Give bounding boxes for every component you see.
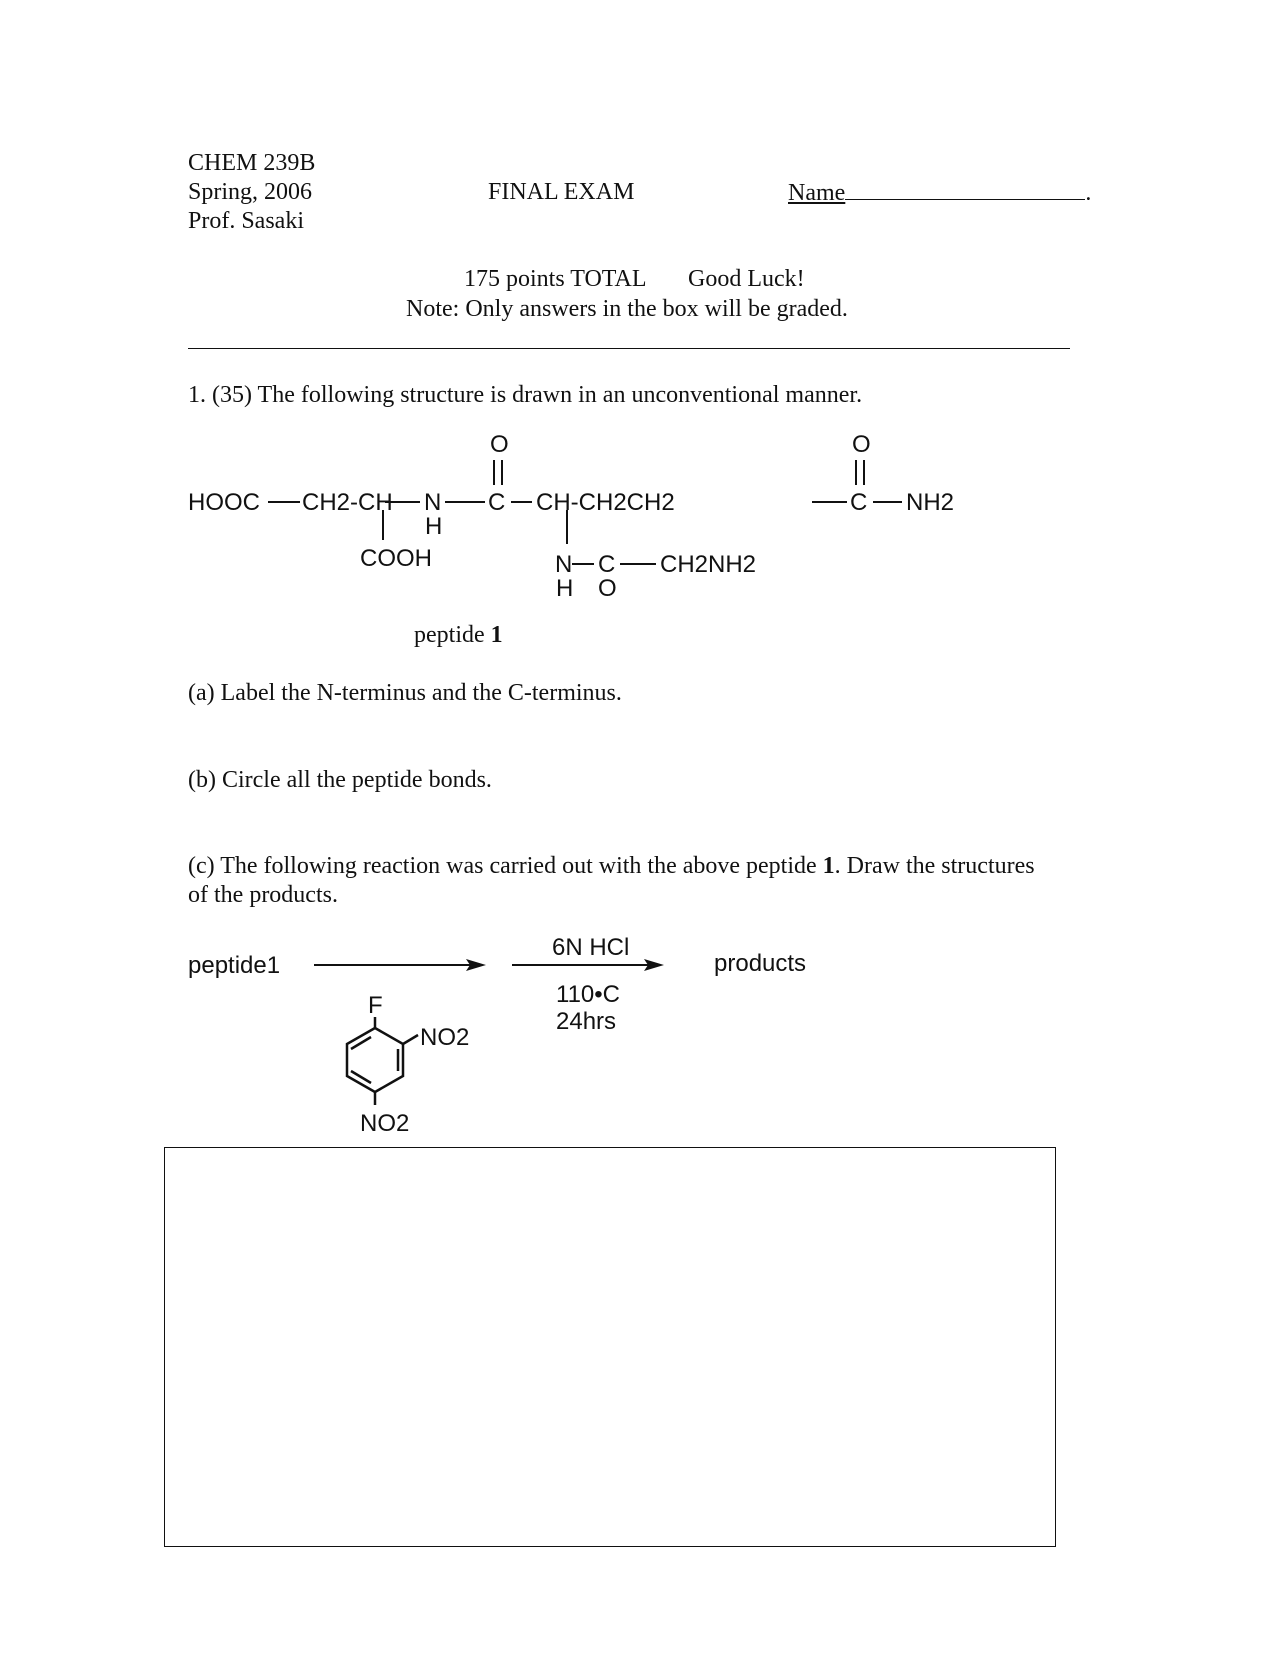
- fluorine-atom: F: [368, 992, 383, 1019]
- cooh-group: COOH: [360, 545, 432, 572]
- amide-hydrogen: H: [425, 513, 443, 540]
- name-period: .: [1085, 180, 1092, 206]
- exam-title: FINAL EXAM: [488, 179, 635, 205]
- part-c-text-end: . Draw the structures: [834, 853, 1035, 879]
- reaction-scheme: [180, 935, 820, 1145]
- nitro-group-para: [360, 1110, 409, 1137]
- term: Spring, 2006: [188, 179, 313, 205]
- part-b: (b) Circle all the peptide bonds.: [188, 767, 492, 793]
- name-label: Name: [788, 180, 846, 206]
- nitro-group-ortho: [420, 1024, 469, 1051]
- part-a: (a) Label the N-terminus and the C-terminus.: [188, 680, 622, 706]
- carbonyl-carbon-2: C: [850, 489, 868, 516]
- question-1-prompt: 1. (35) The following structure is drawn in an unconventional manner.: [188, 382, 863, 408]
- peptide-label-prefix: peptide: [414, 622, 485, 648]
- part-c-line-2: of the products.: [188, 882, 338, 908]
- course-code: CHEM 239B: [188, 150, 316, 176]
- professor: Prof. Sasaki: [188, 208, 304, 234]
- ch2nh2-group: CH2NH2: [660, 551, 757, 578]
- peptide-label-number: 1: [490, 622, 503, 648]
- nitro-para-label: NO2: [360, 1110, 410, 1137]
- name-blank[interactable]: [845, 179, 1085, 200]
- benzene-ring: [347, 1017, 418, 1105]
- part-c-peptide-number: 1: [822, 853, 835, 879]
- ch-ch2ch2-group: CH-CH2CH2: [536, 489, 675, 516]
- nitro-ortho-label: NO2: [420, 1024, 470, 1051]
- amide-nitrogen: N: [424, 489, 442, 516]
- peptide-1-structure: [180, 430, 1060, 600]
- side-chain-carbon: C: [598, 551, 616, 578]
- carbonyl-oxygen-2: O: [852, 431, 871, 458]
- part-c-text: (c) The following reaction was carried out with the above peptide: [188, 853, 817, 879]
- side-chain-nitrogen: N: [555, 551, 573, 578]
- peptide-label: [414, 622, 503, 649]
- terminal-nh2: NH2: [906, 489, 955, 516]
- carbonyl-carbon-1: C: [488, 489, 506, 516]
- grading-note: Note: Only answers in the box will be graded.: [406, 296, 848, 322]
- part-c-line-1: [188, 853, 1035, 880]
- good-luck: Good Luck!: [688, 266, 805, 292]
- name-field[interactable]: [788, 179, 1091, 207]
- reagent-hcl: 6N HCl: [552, 935, 630, 961]
- carbonyl-oxygen-1: O: [490, 431, 509, 458]
- reagent-temperature: 110•C: [556, 981, 620, 1008]
- hooc-group: HOOC: [188, 489, 260, 516]
- side-chain-hydrogen: H: [556, 575, 574, 600]
- points-total: 175 points TOTAL: [464, 266, 647, 292]
- ch2-ch-group: CH2-CH: [302, 489, 393, 516]
- side-chain-oxygen: O: [598, 575, 617, 600]
- divider-line: [188, 348, 1070, 349]
- reagent-time: 24hrs: [556, 1008, 617, 1035]
- reaction-products: products: [714, 950, 807, 977]
- reaction-start: peptide1: [188, 952, 281, 979]
- answer-box[interactable]: [164, 1147, 1056, 1547]
